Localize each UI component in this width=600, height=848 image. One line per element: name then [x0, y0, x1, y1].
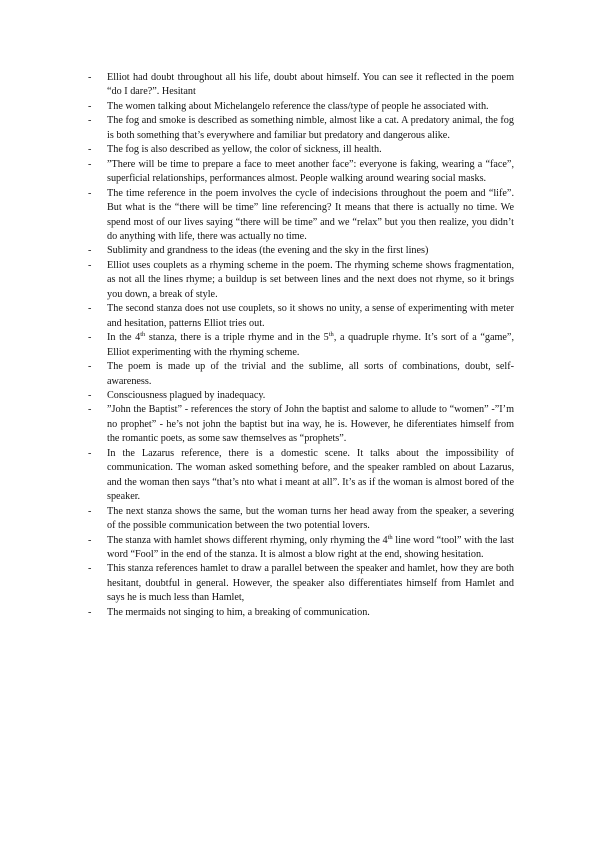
list-item-text: The time reference in the poem involves the cycle of indecisions throughout the poem and “life”. But what is the “there will be time” line referencing? It means that there is actually no time. We spend most of our lives saying “there will be time” and we “relax” but you then realize, you didn’t do anything with life, there was actually no time.: [107, 187, 514, 242]
bullet-dash: -: [88, 563, 92, 575]
notes-list: [88, 71, 514, 620]
list-item: [88, 187, 514, 245]
list-item: [88, 447, 514, 505]
bullet-dash: -: [88, 144, 92, 156]
bullet-dash: -: [88, 115, 92, 127]
list-item: [88, 505, 514, 534]
list-item: [88, 114, 514, 143]
list-item-text: ”John the Baptist” - references the story of John the baptist and salome to allude to “women” -”I’m no prophet” - he’s not john the baptist but ina way, he is. However, he diferentiates himself from the romantic poets, as some saw themselves as “prophets”.: [107, 404, 514, 445]
bullet-dash: -: [88, 245, 92, 257]
list-item-text: Consciousness plagued by inadequacy.: [107, 389, 266, 401]
bullet-dash: -: [88, 259, 92, 271]
list-item-text: The women talking about Michelangelo reference the class/type of people he associated with.: [107, 100, 489, 112]
bullet-dash: -: [88, 447, 92, 459]
list-item-text: This stanza references hamlet to draw a parallel between the speaker and hamlet, how they are both hesitant, doubtful in general. However, the speaker also differentiates himself from Hamlet and says he is much less than Hamlet,: [107, 563, 514, 604]
list-item-text: ”There will be time to prepare a face to meet another face”: everyone is faking, wearing a “face”, superficial relationships, performances almost. People walking around wearing social masks.: [107, 158, 514, 185]
list-item: [88, 302, 514, 331]
list-item: [88, 403, 514, 446]
bullet-dash: -: [88, 389, 92, 401]
list-item-text: The mermaids not singing to him, a breaking of communication.: [107, 606, 370, 618]
bullet-dash: -: [88, 404, 92, 416]
list-item-text: In the 4th stanza, there is a triple rhyme and in the 5th, a quadruple rhyme. It’s sort of a “game”, Elliot experimenting with the rhyming scheme.: [107, 331, 514, 358]
bullet-dash: -: [88, 187, 92, 199]
bullet-dash: -: [88, 505, 92, 517]
list-item: [88, 259, 514, 302]
list-item: [88, 360, 514, 389]
list-item-text: The fog is also described as yellow, the color of sickness, ill health.: [107, 144, 382, 156]
bullet-dash: -: [88, 100, 92, 112]
list-item: [88, 100, 514, 114]
bullet-dash: -: [88, 606, 92, 618]
list-item: [88, 71, 514, 100]
list-item: [88, 244, 514, 258]
list-item-text: The stanza with hamlet shows different rhyming, only rhyming the 4th line word “tool” with the last word “Fool” in the end of the stanza. It is almost a blow right at the end, showing hesitation.: [107, 533, 515, 560]
list-item-text: The poem is made up of the trivial and the sublime, all sorts of combinations, doubt, self-awareness.: [107, 361, 514, 387]
list-item-text: The fog and smoke is described as something nimble, almost like a cat. A predatory animal, the fog is both something that’s everywhere and familiar but predatory and dangerous alike.: [107, 115, 514, 141]
list-item: [88, 534, 514, 563]
list-item-text: Elliot uses couplets as a rhyming scheme in the poem. The rhyming scheme shows fragmentation, as not all the lines rhyme; a buildup is set between lines and the next does not rhyme, so it brings you down, a break of style.: [107, 259, 514, 300]
list-item: [88, 562, 514, 605]
list-item: [88, 331, 514, 360]
list-item: [88, 158, 514, 187]
bullet-dash: -: [88, 303, 92, 315]
list-item-text: Elliot had doubt throughout all his life, doubt about himself. You can see it reflected in the poem “do I dare?”. Hesitant: [107, 72, 514, 98]
bullet-dash: -: [88, 332, 92, 344]
bullet-dash: -: [88, 72, 92, 83]
bullet-dash: -: [88, 361, 92, 373]
list-item: [88, 606, 514, 620]
list-item: [88, 143, 514, 157]
list-item-text: Sublimity and grandness to the ideas (the evening and the sky in the first lines): [107, 245, 429, 257]
bullet-dash: -: [88, 158, 92, 170]
bullet-dash: -: [88, 534, 92, 546]
list-item: [88, 389, 514, 403]
list-item-text: In the Lazarus reference, there is a domestic scene. It talks about the impossibility of communication. The woman asked something before, and the speaker rambled on about Lazarus, and the woman then says “that’s nto what i meant at all”. It’s as if the woman is almost bored of the speaker.: [107, 447, 514, 503]
list-item-text: The next stanza shows the same, but the woman turns her head away from the speaker, a severing of the possible communication between the two potential lovers.: [107, 505, 514, 532]
list-item-text: The second stanza does not use couplets, so it shows no unity, a sense of experimenting with meter and hesitation, patterns Elliot tries out.: [107, 303, 514, 329]
